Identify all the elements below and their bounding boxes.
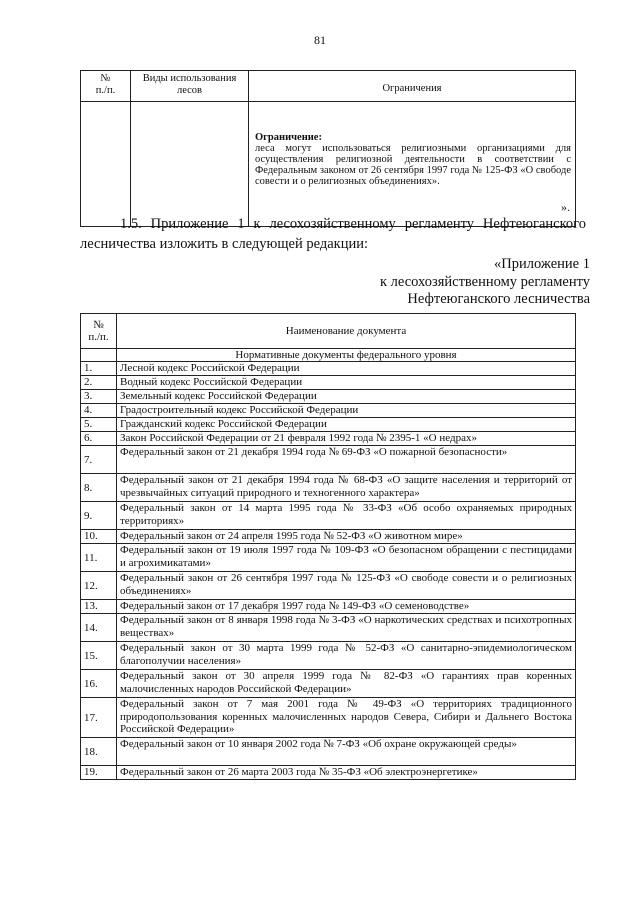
table-row: [81, 738, 576, 766]
document-name: Федеральный закон от 24 апреля 1995 года № 52-ФЗ «О животном мире»: [117, 530, 576, 544]
table-row: [81, 600, 576, 614]
appendix-heading: [380, 256, 590, 309]
restriction-text: леса могут использоваться религиозными организациями для осуществления религиозной деятельности в соответствии с Федеральным законом от 26 сентября 1997 года № 125-ФЗ «О свободе совести и о религиозных объединениях».: [255, 143, 571, 187]
row-number: 16.: [81, 670, 117, 698]
document-name: Федеральный закон от 21 декабря 1994 года № 68-ФЗ «О защите населения и территорий от чрезвычайных ситуаций природного и техногенного характера»: [117, 474, 576, 502]
row-number: 6.: [81, 432, 117, 446]
row-number: 4.: [81, 404, 117, 418]
row-number: 2.: [81, 376, 117, 390]
restrictions-table: [80, 70, 576, 227]
restrictions-table-header: [81, 71, 576, 102]
amendment-paragraph: 1.5. Приложение 1 к лесохозяйственному регламенту Нефтеюганского лесничества изложить в следующей редакции:: [80, 216, 586, 252]
document-name: Лесной кодекс Российской Федерации: [117, 362, 576, 376]
document-name: Градостроительный кодекс Российской Федерации: [117, 404, 576, 418]
row-number: 3.: [81, 390, 117, 404]
header-restrictions: Ограничения: [249, 71, 576, 102]
document-name: Федеральный закон от 19 июля 1997 года № 109-ФЗ «О безопасном обращении с пестицидами и агрохимикатами»: [117, 544, 576, 572]
table-row: [81, 502, 576, 530]
restriction-cell: [249, 102, 576, 227]
document-name: Федеральный закон от 17 декабря 1997 года № 149-ФЗ «О семеноводстве»: [117, 600, 576, 614]
table-row: [81, 390, 576, 404]
section-title: Нормативные документы федерального уровня: [117, 349, 576, 362]
row-number: 19.: [81, 766, 117, 780]
table-row: [81, 474, 576, 502]
page-number: 81: [314, 33, 326, 47]
table-row: [81, 572, 576, 600]
row-number: 5.: [81, 418, 117, 432]
table-row: [81, 418, 576, 432]
row-use-empty: [131, 102, 249, 227]
appendix-heading-line: «Приложение 1: [494, 256, 590, 272]
document-name: Федеральный закон от 14 марта 1995 года № 33-ФЗ «Об особо охраняемых природных территориях»: [117, 502, 576, 530]
documents-table: [80, 313, 576, 780]
document-name: Федеральный закон от 21 декабря 1994 года № 69-ФЗ «О пожарной безопасности»: [117, 446, 576, 474]
header-num: № п./п.: [81, 314, 117, 349]
row-number: 7.: [81, 446, 117, 474]
table-row: [81, 544, 576, 572]
row-number: 12.: [81, 572, 117, 600]
table-row: [81, 446, 576, 474]
table-row: [81, 376, 576, 390]
document-name: Закон Российской Федерации от 21 февраля 1992 года № 2395-1 «О недрах»: [117, 432, 576, 446]
document-name: Федеральный закон от 30 марта 1999 года № 52-ФЗ «О санитарно-эпидемиологическом благополучии населения»: [117, 642, 576, 670]
row-number: 9.: [81, 502, 117, 530]
header-num: № п./п.: [81, 71, 131, 102]
table-row: [81, 698, 576, 738]
table-row: [81, 642, 576, 670]
document-name: Федеральный закон от 26 марта 2003 года № 35-ФЗ «Об электроэнергетике»: [117, 766, 576, 780]
table-row: [81, 766, 576, 780]
table-row: [81, 670, 576, 698]
document-name: Федеральный закон от 30 апреля 1999 года № 82-ФЗ «О гарантиях прав коренных малочисленных народов Российской Федерации»: [117, 670, 576, 698]
appendix-heading-line: к лесохозяйственному регламенту: [380, 273, 590, 290]
document-name: Федеральный закон от 26 сентября 1997 года № 125-ФЗ «О свободе совести и о религиозных объединениях»: [117, 572, 576, 600]
documents-table-header: [81, 314, 576, 349]
row-number: 8.: [81, 474, 117, 502]
document-name: Федеральный закон от 8 января 1998 года № 3-ФЗ «О наркотических средствах и психотропных веществах»: [117, 614, 576, 642]
document-name: Гражданский кодекс Российской Федерации: [117, 418, 576, 432]
closing-quote: ».: [561, 200, 570, 214]
header-forest-use: Виды использования лесов: [131, 71, 249, 102]
row-number: 11.: [81, 544, 117, 572]
document-name: Земельный кодекс Российской Федерации: [117, 390, 576, 404]
document-name: Федеральный закон от 10 января 2002 года № 7-ФЗ «Об охране окружающей среды»: [117, 738, 576, 766]
row-number: 13.: [81, 600, 117, 614]
row-number: 10.: [81, 530, 117, 544]
row-number: 15.: [81, 642, 117, 670]
row-number: 18.: [81, 738, 117, 766]
table-row: [81, 404, 576, 418]
row-number: 17.: [81, 698, 117, 738]
row-number: 1.: [81, 362, 117, 376]
restrictions-table-row: [81, 102, 576, 227]
appendix-heading-line: Нефтеюганского лесничества: [407, 291, 590, 307]
table-row: [81, 614, 576, 642]
table-row: [81, 530, 576, 544]
document-name: Федеральный закон от 7 мая 2001 года № 49-ФЗ «О территориях традиционного природопользования коренных малочисленных народов Севера, Сибири и Дальнего Востока Российской Федерации»: [117, 698, 576, 738]
section-row: [81, 349, 576, 362]
document-name: Водный кодекс Российской Федерации: [117, 376, 576, 390]
restriction-title: Ограничение:: [255, 132, 322, 143]
table-row: [81, 362, 576, 376]
row-num-empty: [81, 102, 131, 227]
section-num-empty: [81, 349, 117, 362]
table-row: [81, 432, 576, 446]
row-number: 14.: [81, 614, 117, 642]
header-document-name: Наименование документа: [117, 314, 576, 349]
